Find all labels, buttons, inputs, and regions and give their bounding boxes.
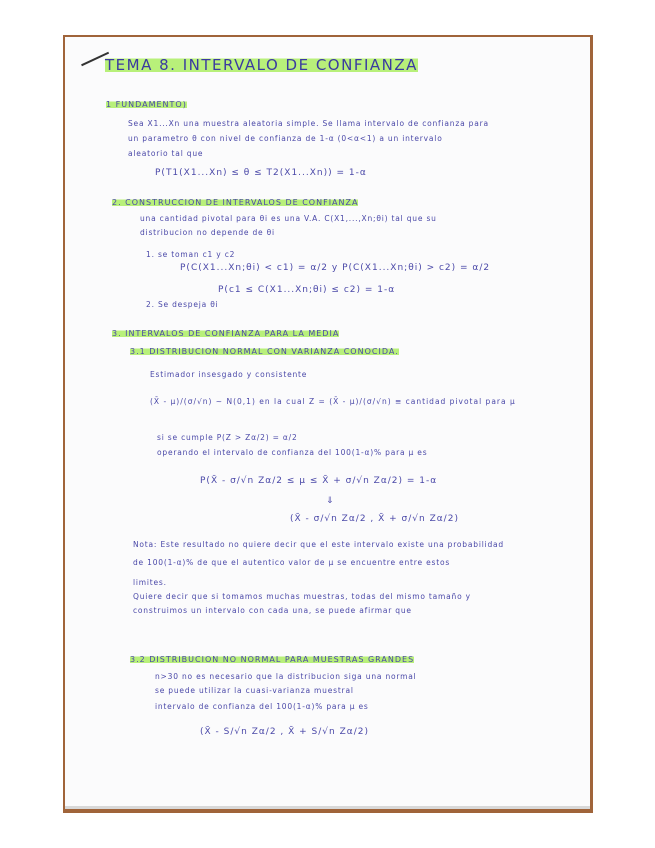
section-3-heading: 3. INTERVALOS DE CONFIANZA PARA LA MEDIA xyxy=(112,329,340,338)
page-title: TEMA 8. INTERVALO DE CONFIANZA xyxy=(105,56,418,74)
note-line: construimos un intervalo con cada una, se puede afirmar que xyxy=(133,606,412,615)
text-line: una cantidad pivotal para θi es una V.A. C(X1,...,Xn;θi) tal que su xyxy=(140,214,437,223)
implies-arrow: ⇓ xyxy=(326,496,335,506)
note-line: Quiere decir que si tomamos muchas muestras, todas del mismo tamaño y xyxy=(133,592,471,601)
formula: (X̄ - μ)/(σ/√n) ~ N(0,1) en la cual Z = (X̄ - μ)/(σ/√n) ≡ cantidad pivotal para μ xyxy=(150,397,516,406)
note-line: limites. xyxy=(133,578,167,587)
text-line: Sea X1...Xn una muestra aleatoria simple. Se llama intervalo de confianza para xyxy=(128,119,489,128)
formula: P(X̄ - σ/√n Zα/2 ≤ μ ≤ X̄ + σ/√n Zα/2) = 1-α xyxy=(200,476,438,486)
subsection-3-1-heading: 3.1 DISTRIBUCION NORMAL CON VARIANZA CONOCIDA. xyxy=(130,347,399,356)
formula: (X̄ - S/√n Zα/2 , X̄ + S/√n Zα/2) xyxy=(200,727,369,737)
note-line: de 100(1-α)% de que el autentico valor de μ se encuentre entre estos xyxy=(133,558,451,567)
subsection-3-2-heading: 3.2 DISTRIBUCION NO NORMAL PARA MUESTRAS GRANDES xyxy=(130,655,415,664)
text-line: se puede utilizar la cuasi-varianza muestral xyxy=(155,686,354,695)
formula: P(c1 ≤ C(X1...Xn;θi) ≤ c2) = 1-α xyxy=(218,285,396,295)
formula: P(T1(X1...Xn) ≤ θ ≤ T2(X1...Xn)) = 1-α xyxy=(155,168,367,178)
text-line: distribucion no depende de θi xyxy=(140,228,275,237)
step-line: 2. Se despeja θi xyxy=(146,300,219,309)
text-line: aleatorio tal que xyxy=(128,149,204,158)
text-line: n>30 no es necesario que la distribucion siga una normal xyxy=(155,672,417,681)
section-1-heading: 1 FUNDAMENTO) xyxy=(106,100,187,109)
note-line: Nota: Este resultado no quiere decir que el este intervalo existe una probabilidad xyxy=(133,540,504,549)
section-2-heading: 2. CONSTRUCCION DE INTERVALOS DE CONFIANZA xyxy=(112,198,359,207)
formula: (X̄ - σ/√n Zα/2 , X̄ + σ/√n Zα/2) xyxy=(290,514,459,524)
step-line: 1. se toman c1 y c2 xyxy=(146,250,236,259)
text-line: un parametro θ con nivel de confianza de 1-α (0<α<1) a un intervalo xyxy=(128,134,443,143)
text-line: intervalo de confianza del 100(1-α)% para μ es xyxy=(155,702,369,711)
formula: P(C(X1...Xn;θi) < c1) = α/2 y P(C(X1...Xn;θi) > c2) = α/2 xyxy=(180,263,491,273)
text-line: operando el intervalo de confianza del 100(1-α)% para μ es xyxy=(157,448,428,457)
text-line: Estimador insesgado y consistente xyxy=(150,370,308,379)
text-line: si se cumple P(Z > Zα/2) = α/2 xyxy=(157,433,298,442)
